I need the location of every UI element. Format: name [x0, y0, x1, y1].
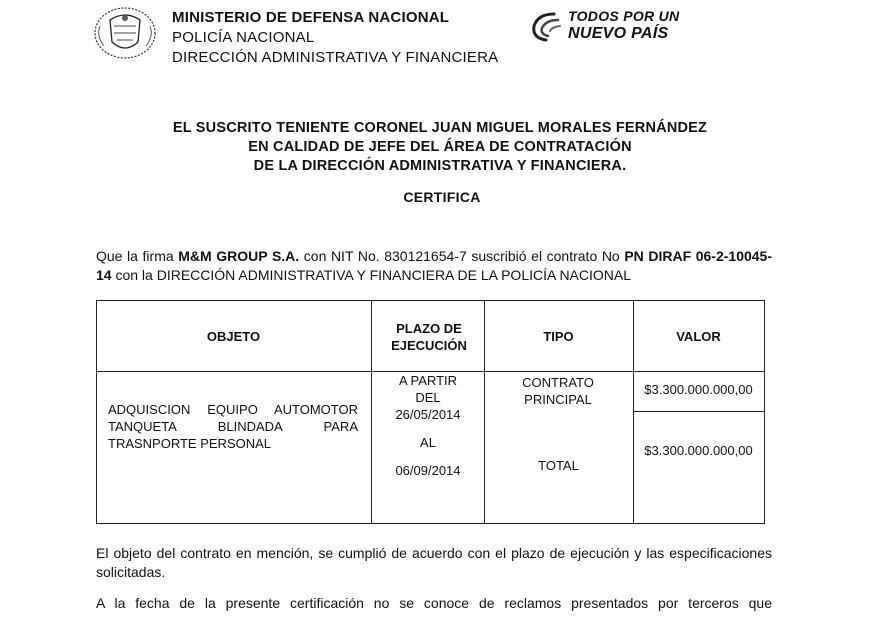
- contract-number: PN DIRAF 06-2-10045-14: [96, 248, 773, 283]
- tipo-contrato-principal: CONTRATO PRINCIPAL: [522, 375, 594, 407]
- intro-text-1: Que la firma: [96, 248, 179, 264]
- brand-slogan-line2: NUEVO PAÍS: [568, 25, 669, 42]
- signer-line-2: EN CALIDAD DE JEFE DEL ÁREA DE CONTRATACIÓN: [248, 139, 632, 155]
- plazo-al: AL: [420, 435, 436, 450]
- table-border-bottom: [96, 523, 765, 524]
- valor-total: $3.300.000.000,00: [644, 443, 753, 458]
- compliance-paragraph: El objeto del contrato en mención, se cumplió de acuerdo con el plazo de ejecución y las especificaciones solicitadas.: [96, 545, 772, 580]
- intro-text-2: con NIT No. 830121654-7 suscribió el contrato No: [299, 248, 625, 264]
- plazo-a-partir: A PARTIR: [398, 373, 458, 388]
- header-objeto: OBJETO: [206, 329, 261, 344]
- valor-contrato-principal: $3.300.000.000,00: [644, 382, 753, 397]
- table-border-right: [764, 300, 765, 524]
- plazo-end-date: 06/09/2014: [395, 463, 461, 478]
- intro-text-3: con la DIRECCIÓN ADMINISTRATIVA Y FINANCIERA DE LA POLICÍA NACIONAL: [111, 267, 632, 283]
- contract-table: [96, 300, 765, 524]
- objeto-description: ADQUISCION EQUIPO AUTOMOTOR TANQUETA BLINDADA PARA TRASNPORTE PERSONAL: [108, 402, 358, 451]
- police-name: POLICÍA NACIONAL: [172, 29, 315, 46]
- valor-row-divider: [633, 411, 765, 412]
- directorate-name: DIRECCIÓN ADMINISTRATIVA Y FINANCIERA: [172, 49, 499, 66]
- certifica-text: CERTIFICA: [403, 189, 481, 205]
- national-coat-of-arms-logo: [92, 6, 158, 60]
- brand-slogan-line1: TODOS POR UN: [568, 8, 680, 24]
- ministry-name: MINISTERIO DE DEFENSA NACIONAL: [172, 9, 450, 26]
- claims-paragraph: A la fecha de la presente certificación no se conoce de reclamos presentados por terceros que: [96, 595, 772, 611]
- header-plazo: PLAZO DE EJECUCIÓN: [391, 321, 467, 353]
- firm-name: M&M GROUP S.A.: [178, 248, 300, 264]
- signer-line-3: DE LA DIRECCIÓN ADMINISTRATIVA Y FINANCIERA.: [253, 158, 627, 174]
- ministry-header: [172, 8, 498, 68]
- signer-line-1: EL SUSCRITO TENIENTE CORONEL JUAN MIGUEL MORALES FERNÁNDEZ: [172, 120, 708, 136]
- header-tipo: TIPO: [543, 329, 574, 344]
- signer-block: [120, 119, 760, 176]
- nuevo-pais-logo: [524, 6, 566, 48]
- table-border-top: [96, 300, 765, 301]
- plazo-del: DEL: [415, 390, 441, 405]
- brand-slogan: [568, 8, 679, 42]
- intro-paragraph: [96, 247, 772, 285]
- header-valor: VALOR: [676, 329, 721, 344]
- tipo-total: TOTAL: [538, 458, 579, 473]
- certifica-heading: [0, 189, 874, 205]
- plazo-start-date: 26/05/2014: [395, 407, 461, 422]
